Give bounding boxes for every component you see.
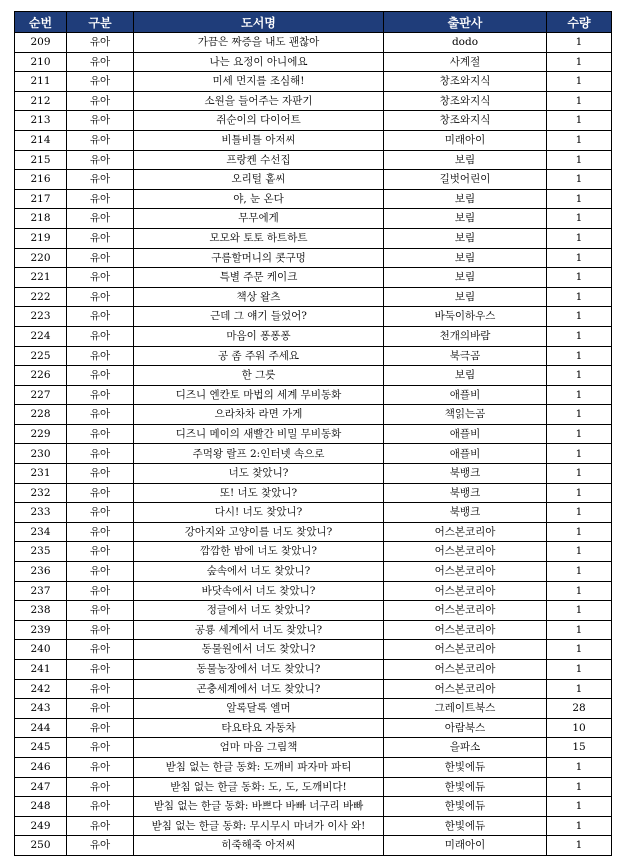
- cell-publisher: 미래아이: [384, 130, 547, 150]
- cell-category: 유아: [67, 405, 134, 425]
- table-row: [15, 366, 612, 386]
- cell-publisher: 보림: [384, 287, 547, 307]
- cell-category: 유아: [67, 777, 134, 797]
- cell-title: 공룡 세계에서 너도 찾았니?: [134, 620, 384, 640]
- table-row: [15, 189, 612, 209]
- cell-title: 타요타요 자동차: [134, 718, 384, 738]
- cell-category: 유아: [67, 542, 134, 562]
- table-row: [15, 326, 612, 346]
- cell-category: 유아: [67, 170, 134, 190]
- cell-quantity: 1: [547, 385, 612, 405]
- cell-title: 공 좀 주워 주세요: [134, 346, 384, 366]
- cell-quantity: 1: [547, 503, 612, 523]
- cell-publisher: 사계절: [384, 52, 547, 72]
- cell-category: 유아: [67, 718, 134, 738]
- table-row: [15, 248, 612, 268]
- cell-number: 240: [15, 640, 67, 660]
- cell-number: 217: [15, 189, 67, 209]
- cell-category: 유아: [67, 189, 134, 209]
- cell-number: 246: [15, 757, 67, 777]
- cell-category: 유아: [67, 326, 134, 346]
- cell-category: 유아: [67, 366, 134, 386]
- cell-title: 다시! 너도 찾았니?: [134, 503, 384, 523]
- table-header-row: [15, 12, 612, 33]
- cell-number: 248: [15, 797, 67, 817]
- cell-title: 소원을 들어주는 자판기: [134, 91, 384, 111]
- cell-quantity: 1: [547, 366, 612, 386]
- cell-publisher: 어스본코리아: [384, 562, 547, 582]
- cell-quantity: 1: [547, 522, 612, 542]
- cell-number: 238: [15, 601, 67, 621]
- cell-quantity: 1: [547, 797, 612, 817]
- cell-category: 유아: [67, 287, 134, 307]
- table-row: [15, 581, 612, 601]
- table-row: [15, 130, 612, 150]
- cell-quantity: 1: [547, 679, 612, 699]
- table-row: [15, 777, 612, 797]
- header-publisher: 출판사: [384, 12, 547, 33]
- table-row: [15, 170, 612, 190]
- table-row: [15, 816, 612, 836]
- cell-number: 221: [15, 268, 67, 288]
- cell-quantity: 1: [547, 562, 612, 582]
- cell-number: 250: [15, 836, 67, 856]
- cell-category: 유아: [67, 738, 134, 758]
- cell-publisher: 보림: [384, 268, 547, 288]
- table-row: [15, 660, 612, 680]
- book-list-sheet: [14, 11, 612, 856]
- cell-title: 무무에게: [134, 209, 384, 229]
- cell-publisher: 창조와지식: [384, 91, 547, 111]
- cell-title: 받침 없는 한글 동화: 무시무시 마녀가 이사 와!: [134, 816, 384, 836]
- cell-title: 받침 없는 한글 동화: 도깨비 파자마 파티: [134, 757, 384, 777]
- cell-number: 216: [15, 170, 67, 190]
- cell-title: 구름할머니의 콧구멍: [134, 248, 384, 268]
- cell-quantity: 1: [547, 189, 612, 209]
- cell-category: 유아: [67, 503, 134, 523]
- cell-quantity: 1: [547, 816, 612, 836]
- cell-publisher: 어스본코리아: [384, 542, 547, 562]
- table-row: [15, 464, 612, 484]
- cell-publisher: 보림: [384, 209, 547, 229]
- cell-quantity: 1: [547, 346, 612, 366]
- cell-quantity: 1: [547, 620, 612, 640]
- table-row: [15, 757, 612, 777]
- cell-number: 220: [15, 248, 67, 268]
- cell-category: 유아: [67, 522, 134, 542]
- cell-number: 219: [15, 228, 67, 248]
- table-row: [15, 33, 612, 53]
- cell-publisher: 아람북스: [384, 718, 547, 738]
- cell-category: 유아: [67, 228, 134, 248]
- cell-quantity: 1: [547, 150, 612, 170]
- cell-category: 유아: [67, 209, 134, 229]
- cell-title: 알록달록 엘머: [134, 699, 384, 719]
- cell-number: 243: [15, 699, 67, 719]
- cell-number: 233: [15, 503, 67, 523]
- cell-title: 가끔은 짜증을 내도 괜찮아: [134, 33, 384, 53]
- cell-quantity: 1: [547, 228, 612, 248]
- cell-title: 디즈니 엔칸토 마법의 세계 무비동화: [134, 385, 384, 405]
- cell-number: 212: [15, 91, 67, 111]
- cell-publisher: 북뱅크: [384, 503, 547, 523]
- cell-publisher: 한빛에듀: [384, 757, 547, 777]
- cell-number: 237: [15, 581, 67, 601]
- cell-publisher: 보림: [384, 248, 547, 268]
- cell-category: 유아: [67, 620, 134, 640]
- table-row: [15, 601, 612, 621]
- cell-title: 받침 없는 한글 동화: 도, 도, 도깨비다!: [134, 777, 384, 797]
- cell-number: 213: [15, 111, 67, 131]
- cell-publisher: 어스본코리아: [384, 581, 547, 601]
- cell-title: 동물농장에서 너도 찾았니?: [134, 660, 384, 680]
- cell-publisher: 을파소: [384, 738, 547, 758]
- cell-publisher: 천개의바람: [384, 326, 547, 346]
- table-row: [15, 287, 612, 307]
- cell-title: 으라차차 라면 가게: [134, 405, 384, 425]
- cell-number: 222: [15, 287, 67, 307]
- cell-publisher: 어스본코리아: [384, 522, 547, 542]
- table-row: [15, 620, 612, 640]
- table-row: [15, 385, 612, 405]
- cell-quantity: 1: [547, 91, 612, 111]
- cell-quantity: 1: [547, 130, 612, 150]
- table-row: [15, 228, 612, 248]
- cell-number: 215: [15, 150, 67, 170]
- cell-quantity: 10: [547, 718, 612, 738]
- cell-publisher: 길벗어린이: [384, 170, 547, 190]
- cell-quantity: 1: [547, 660, 612, 680]
- cell-title: 곤충세계에서 너도 찾았니?: [134, 679, 384, 699]
- cell-title: 정글에서 너도 찾았니?: [134, 601, 384, 621]
- cell-quantity: 1: [547, 326, 612, 346]
- table-row: [15, 72, 612, 92]
- cell-publisher: 미래아이: [384, 836, 547, 856]
- cell-number: 229: [15, 424, 67, 444]
- cell-title: 주먹왕 랄프 2:인터넷 속으로: [134, 444, 384, 464]
- cell-number: 232: [15, 483, 67, 503]
- cell-quantity: 1: [547, 836, 612, 856]
- cell-number: 224: [15, 326, 67, 346]
- cell-quantity: 1: [547, 777, 612, 797]
- cell-publisher: 보림: [384, 189, 547, 209]
- cell-title: 모모와 토토 하트하트: [134, 228, 384, 248]
- cell-publisher: 애플비: [384, 385, 547, 405]
- cell-number: 231: [15, 464, 67, 484]
- cell-quantity: 1: [547, 444, 612, 464]
- table-body: [15, 33, 612, 856]
- cell-category: 유아: [67, 816, 134, 836]
- cell-publisher: 바둑이하우스: [384, 307, 547, 327]
- cell-publisher: 어스본코리아: [384, 640, 547, 660]
- cell-publisher: 그레이트북스: [384, 699, 547, 719]
- cell-publisher: 북극곰: [384, 346, 547, 366]
- cell-category: 유아: [67, 307, 134, 327]
- cell-category: 유아: [67, 444, 134, 464]
- cell-title: 책상 왈츠: [134, 287, 384, 307]
- cell-quantity: 1: [547, 52, 612, 72]
- cell-quantity: 1: [547, 757, 612, 777]
- cell-quantity: 1: [547, 72, 612, 92]
- cell-category: 유아: [67, 72, 134, 92]
- cell-quantity: 1: [547, 601, 612, 621]
- cell-number: 239: [15, 620, 67, 640]
- cell-number: 223: [15, 307, 67, 327]
- cell-title: 한 그릇: [134, 366, 384, 386]
- cell-publisher: 어스본코리아: [384, 660, 547, 680]
- cell-category: 유아: [67, 33, 134, 53]
- cell-number: 218: [15, 209, 67, 229]
- cell-title: 너도 찾았니?: [134, 464, 384, 484]
- cell-title: 바닷속에서 너도 찾았니?: [134, 581, 384, 601]
- cell-number: 234: [15, 522, 67, 542]
- cell-quantity: 1: [547, 483, 612, 503]
- header-title: 도서명: [134, 12, 384, 33]
- cell-quantity: 1: [547, 405, 612, 425]
- cell-publisher: dodo: [384, 33, 547, 53]
- table-row: [15, 503, 612, 523]
- cell-number: 241: [15, 660, 67, 680]
- cell-number: 211: [15, 72, 67, 92]
- table-row: [15, 91, 612, 111]
- cell-quantity: 1: [547, 307, 612, 327]
- cell-category: 유아: [67, 268, 134, 288]
- table-row: [15, 150, 612, 170]
- cell-category: 유아: [67, 130, 134, 150]
- table-row: [15, 836, 612, 856]
- cell-title: 숲속에서 너도 찾았니?: [134, 562, 384, 582]
- cell-title: 근데 그 얘기 들었어?: [134, 307, 384, 327]
- cell-quantity: 1: [547, 111, 612, 131]
- cell-publisher: 창조와지식: [384, 72, 547, 92]
- cell-publisher: 한빛에듀: [384, 816, 547, 836]
- cell-number: 214: [15, 130, 67, 150]
- cell-title: 특별 주문 케이크: [134, 268, 384, 288]
- cell-category: 유아: [67, 562, 134, 582]
- cell-publisher: 보림: [384, 228, 547, 248]
- cell-publisher: 어스본코리아: [384, 601, 547, 621]
- cell-publisher: 보림: [384, 366, 547, 386]
- cell-number: 242: [15, 679, 67, 699]
- table-row: [15, 679, 612, 699]
- cell-publisher: 한빛에듀: [384, 777, 547, 797]
- cell-number: 249: [15, 816, 67, 836]
- cell-title: 마음이 퐁퐁퐁: [134, 326, 384, 346]
- cell-quantity: 1: [547, 248, 612, 268]
- cell-category: 유아: [67, 836, 134, 856]
- cell-title: 나는 요정이 아니에요: [134, 52, 384, 72]
- table-row: [15, 699, 612, 719]
- cell-category: 유아: [67, 679, 134, 699]
- cell-quantity: 1: [547, 170, 612, 190]
- cell-title: 오리털 홑씨: [134, 170, 384, 190]
- cell-category: 유아: [67, 424, 134, 444]
- cell-quantity: 1: [547, 542, 612, 562]
- cell-quantity: 1: [547, 464, 612, 484]
- table-row: [15, 797, 612, 817]
- cell-publisher: 어스본코리아: [384, 679, 547, 699]
- cell-title: 받침 없는 한글 동화: 바쁘다 바빠 너구리 바빠: [134, 797, 384, 817]
- cell-category: 유아: [67, 757, 134, 777]
- cell-publisher: 북뱅크: [384, 483, 547, 503]
- cell-title: 동물원에서 너도 찾았니?: [134, 640, 384, 660]
- cell-quantity: 1: [547, 287, 612, 307]
- cell-title: 또! 너도 찾았니?: [134, 483, 384, 503]
- table-row: [15, 718, 612, 738]
- cell-title: 비틀비틀 아저씨: [134, 130, 384, 150]
- table-row: [15, 640, 612, 660]
- cell-number: 225: [15, 346, 67, 366]
- cell-number: 226: [15, 366, 67, 386]
- table-row: [15, 307, 612, 327]
- cell-number: 244: [15, 718, 67, 738]
- cell-publisher: 책읽는곰: [384, 405, 547, 425]
- cell-title: 엄마 마음 그림책: [134, 738, 384, 758]
- cell-category: 유아: [67, 660, 134, 680]
- cell-number: 245: [15, 738, 67, 758]
- cell-title: 강아지와 고양이를 너도 찾았니?: [134, 522, 384, 542]
- cell-title: 깜깜한 밤에 너도 찾았니?: [134, 542, 384, 562]
- cell-quantity: 1: [547, 424, 612, 444]
- cell-category: 유아: [67, 601, 134, 621]
- table-row: [15, 562, 612, 582]
- table-row: [15, 738, 612, 758]
- cell-publisher: 창조와지식: [384, 111, 547, 131]
- cell-category: 유아: [67, 52, 134, 72]
- table-row: [15, 424, 612, 444]
- cell-category: 유아: [67, 699, 134, 719]
- cell-publisher: 보림: [384, 150, 547, 170]
- table-row: [15, 209, 612, 229]
- cell-category: 유아: [67, 150, 134, 170]
- cell-quantity: 1: [547, 640, 612, 660]
- cell-quantity: 1: [547, 33, 612, 53]
- table-row: [15, 444, 612, 464]
- cell-number: 210: [15, 52, 67, 72]
- cell-category: 유아: [67, 91, 134, 111]
- cell-publisher: 애플비: [384, 444, 547, 464]
- cell-publisher: 어스본코리아: [384, 620, 547, 640]
- table-row: [15, 52, 612, 72]
- cell-publisher: 한빛에듀: [384, 797, 547, 817]
- cell-number: 209: [15, 33, 67, 53]
- book-list-table: [14, 11, 612, 856]
- header-category: 구분: [67, 12, 134, 33]
- cell-category: 유아: [67, 483, 134, 503]
- cell-quantity: 1: [547, 209, 612, 229]
- cell-number: 228: [15, 405, 67, 425]
- cell-quantity: 1: [547, 268, 612, 288]
- cell-title: 히죽해죽 아저씨: [134, 836, 384, 856]
- cell-category: 유아: [67, 385, 134, 405]
- cell-number: 236: [15, 562, 67, 582]
- cell-category: 유아: [67, 111, 134, 131]
- cell-category: 유아: [67, 581, 134, 601]
- cell-category: 유아: [67, 640, 134, 660]
- cell-title: 프랑켄 수선집: [134, 150, 384, 170]
- cell-quantity: 1: [547, 581, 612, 601]
- cell-category: 유아: [67, 248, 134, 268]
- cell-title: 디즈니 메이의 새빨간 비밀 무비동화: [134, 424, 384, 444]
- header-number: 순번: [15, 12, 67, 33]
- cell-number: 235: [15, 542, 67, 562]
- table-row: [15, 483, 612, 503]
- cell-quantity: 28: [547, 699, 612, 719]
- cell-number: 247: [15, 777, 67, 797]
- cell-publisher: 애플비: [384, 424, 547, 444]
- cell-title: 야, 눈 온다: [134, 189, 384, 209]
- table-row: [15, 405, 612, 425]
- cell-title: 미세 먼지를 조심해!: [134, 72, 384, 92]
- table-row: [15, 268, 612, 288]
- cell-title: 쥐순이의 다이어트: [134, 111, 384, 131]
- table-row: [15, 346, 612, 366]
- table-row: [15, 542, 612, 562]
- cell-number: 227: [15, 385, 67, 405]
- cell-category: 유아: [67, 346, 134, 366]
- table-row: [15, 111, 612, 131]
- cell-quantity: 15: [547, 738, 612, 758]
- cell-category: 유아: [67, 797, 134, 817]
- table-row: [15, 522, 612, 542]
- cell-category: 유아: [67, 464, 134, 484]
- cell-number: 230: [15, 444, 67, 464]
- header-quantity: 수량: [547, 12, 612, 33]
- cell-publisher: 북뱅크: [384, 464, 547, 484]
